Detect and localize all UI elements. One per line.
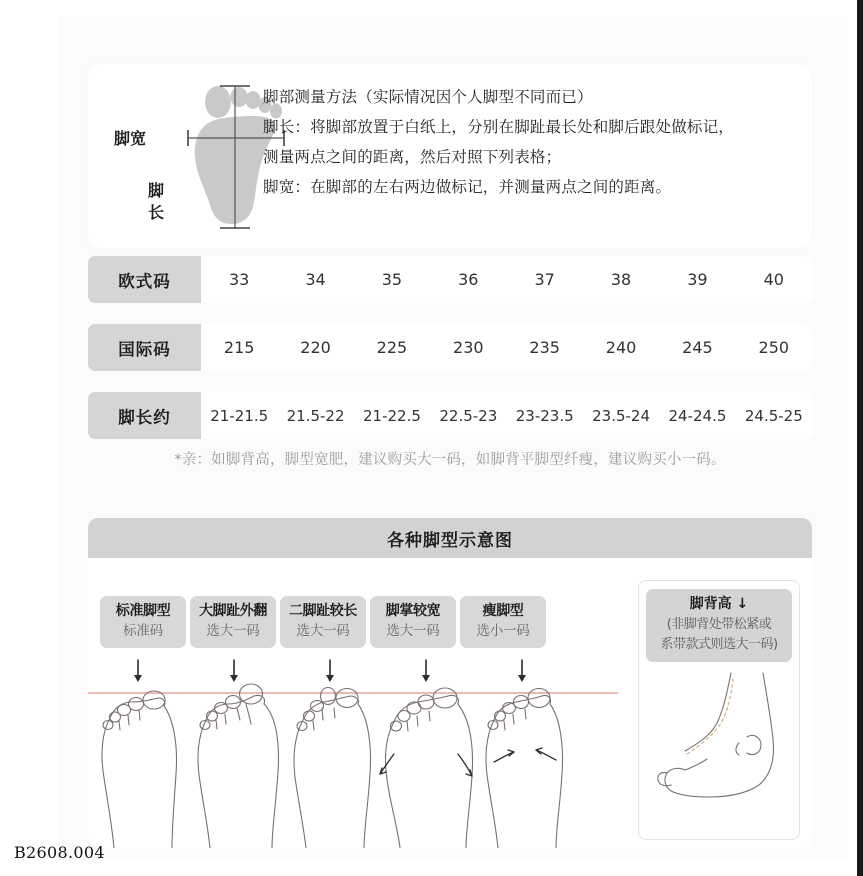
foot-shape-illustrations <box>88 658 618 848</box>
table-cell: 240 <box>605 338 637 357</box>
instruction-line: 脚宽：在脚部的左右两边做标记，并测量两点之间的距离。 <box>263 178 672 196</box>
table-cell: 35 <box>381 270 403 289</box>
table-cell: 38 <box>610 270 632 289</box>
table-cell: 23-23.5 <box>515 406 574 425</box>
table-cell: 36 <box>458 270 479 289</box>
row-header-eu-size: 欧式码 <box>88 256 201 303</box>
foot-shape-name: 大脚趾外翻 <box>199 603 267 619</box>
row-header-international-size: 国际码 <box>88 324 201 371</box>
table-cell: 21.5-22 <box>286 406 345 425</box>
high-arch-note-line1: (非脚背处带松紧或 <box>666 617 772 632</box>
foot-long-second-toe-illustration <box>294 688 371 849</box>
table-row <box>88 256 812 303</box>
table-cell: 215 <box>223 338 255 357</box>
widen-arrow-icon <box>380 754 472 776</box>
table-row <box>88 392 812 439</box>
high-arch-box <box>638 580 800 840</box>
table-cell: 39 <box>687 270 708 289</box>
table-cell: 21-21.5 <box>210 406 269 425</box>
sizing-advice-note: *亲：如脚背高，脚型宽肥，建议购买大一码，如脚背平脚型纤瘦，建议购买小一码。 <box>174 452 726 468</box>
foot-shape-name: 标准脚型 <box>115 603 171 619</box>
table-cell: 34 <box>305 270 326 289</box>
foot-shape-long-second-toe <box>280 596 366 648</box>
foot-shape-narrow <box>460 596 546 648</box>
table-cell: 250 <box>758 338 790 357</box>
foot-shape-name: 脚掌较宽 <box>385 603 441 619</box>
row-header-foot-length: 脚长约 <box>88 392 201 439</box>
row-cells <box>201 324 812 371</box>
foot-shapes-title: 各种脚型示意图 <box>88 518 812 558</box>
table-cell: 220 <box>300 338 331 357</box>
measurement-instructions <box>263 82 803 202</box>
foot-shapes-panel <box>88 518 812 848</box>
foot-shape-name: 瘦脚型 <box>482 603 524 619</box>
table-cell: 40 <box>763 270 784 289</box>
table-cell: 235 <box>529 338 560 357</box>
foot-shape-advice: 选大一码 <box>206 623 260 639</box>
row-cells <box>201 392 812 439</box>
measurement-method-card <box>88 64 812 248</box>
down-arrow-icon <box>134 660 526 682</box>
foot-length-label-char2: 长 <box>148 203 165 222</box>
instruction-line: 测量两点之间的距离，然后对照下列表格； <box>263 148 562 166</box>
foot-bunion-illustration <box>198 684 278 848</box>
table-cell: 24-24.5 <box>668 406 727 425</box>
foot-shape-wide <box>370 596 456 648</box>
table-cell: 225 <box>376 338 408 357</box>
foot-narrow-illustration <box>486 689 563 849</box>
high-arch-label <box>646 589 792 662</box>
row-cells <box>201 256 812 303</box>
instruction-line: 脚部测量方法（实际情况因个人脚型不同而已） <box>263 88 593 106</box>
foot-shape-advice: 标准码 <box>123 623 163 639</box>
foot-width-label: 脚宽 <box>114 129 147 148</box>
foot-shape-advice: 选大一码 <box>386 623 440 639</box>
table-cell: 37 <box>534 270 555 289</box>
instruction-line: 脚长：将脚部放置于白纸上，分别在脚趾最长处和脚后跟处做标记， <box>263 118 735 136</box>
foot-profile-illustration <box>643 659 795 831</box>
high-arch-title: 脚背高 ↓ <box>689 596 749 612</box>
foot-shape-advice: 选小一码 <box>476 623 530 639</box>
high-arch-note-line2: 系带款式则选大一码) <box>660 637 778 652</box>
table-cell: 33 <box>229 270 250 289</box>
foot-shape-standard <box>100 596 186 648</box>
size-conversion-table <box>88 256 812 460</box>
table-cell: 21-22.5 <box>362 406 421 425</box>
foot-standard-illustration <box>102 691 177 848</box>
foot-shape-label-group <box>100 596 550 648</box>
narrow-arrow-icon <box>494 748 556 762</box>
watermark-code: B2608.004 <box>14 843 105 862</box>
table-cell: 245 <box>682 338 713 357</box>
foot-wide-illustration <box>380 688 472 848</box>
foot-length-label-char1: 脚 <box>148 181 165 200</box>
table-cell: 22.5-23 <box>439 406 498 425</box>
foot-shape-bunion <box>190 596 276 648</box>
table-cell: 230 <box>453 338 484 357</box>
table-row <box>88 324 812 371</box>
foot-shape-advice: 选大一码 <box>296 623 350 639</box>
table-cell: 24.5-25 <box>744 406 803 425</box>
foot-shape-name: 二脚趾较长 <box>289 603 357 619</box>
table-cell: 23.5-24 <box>592 406 651 425</box>
